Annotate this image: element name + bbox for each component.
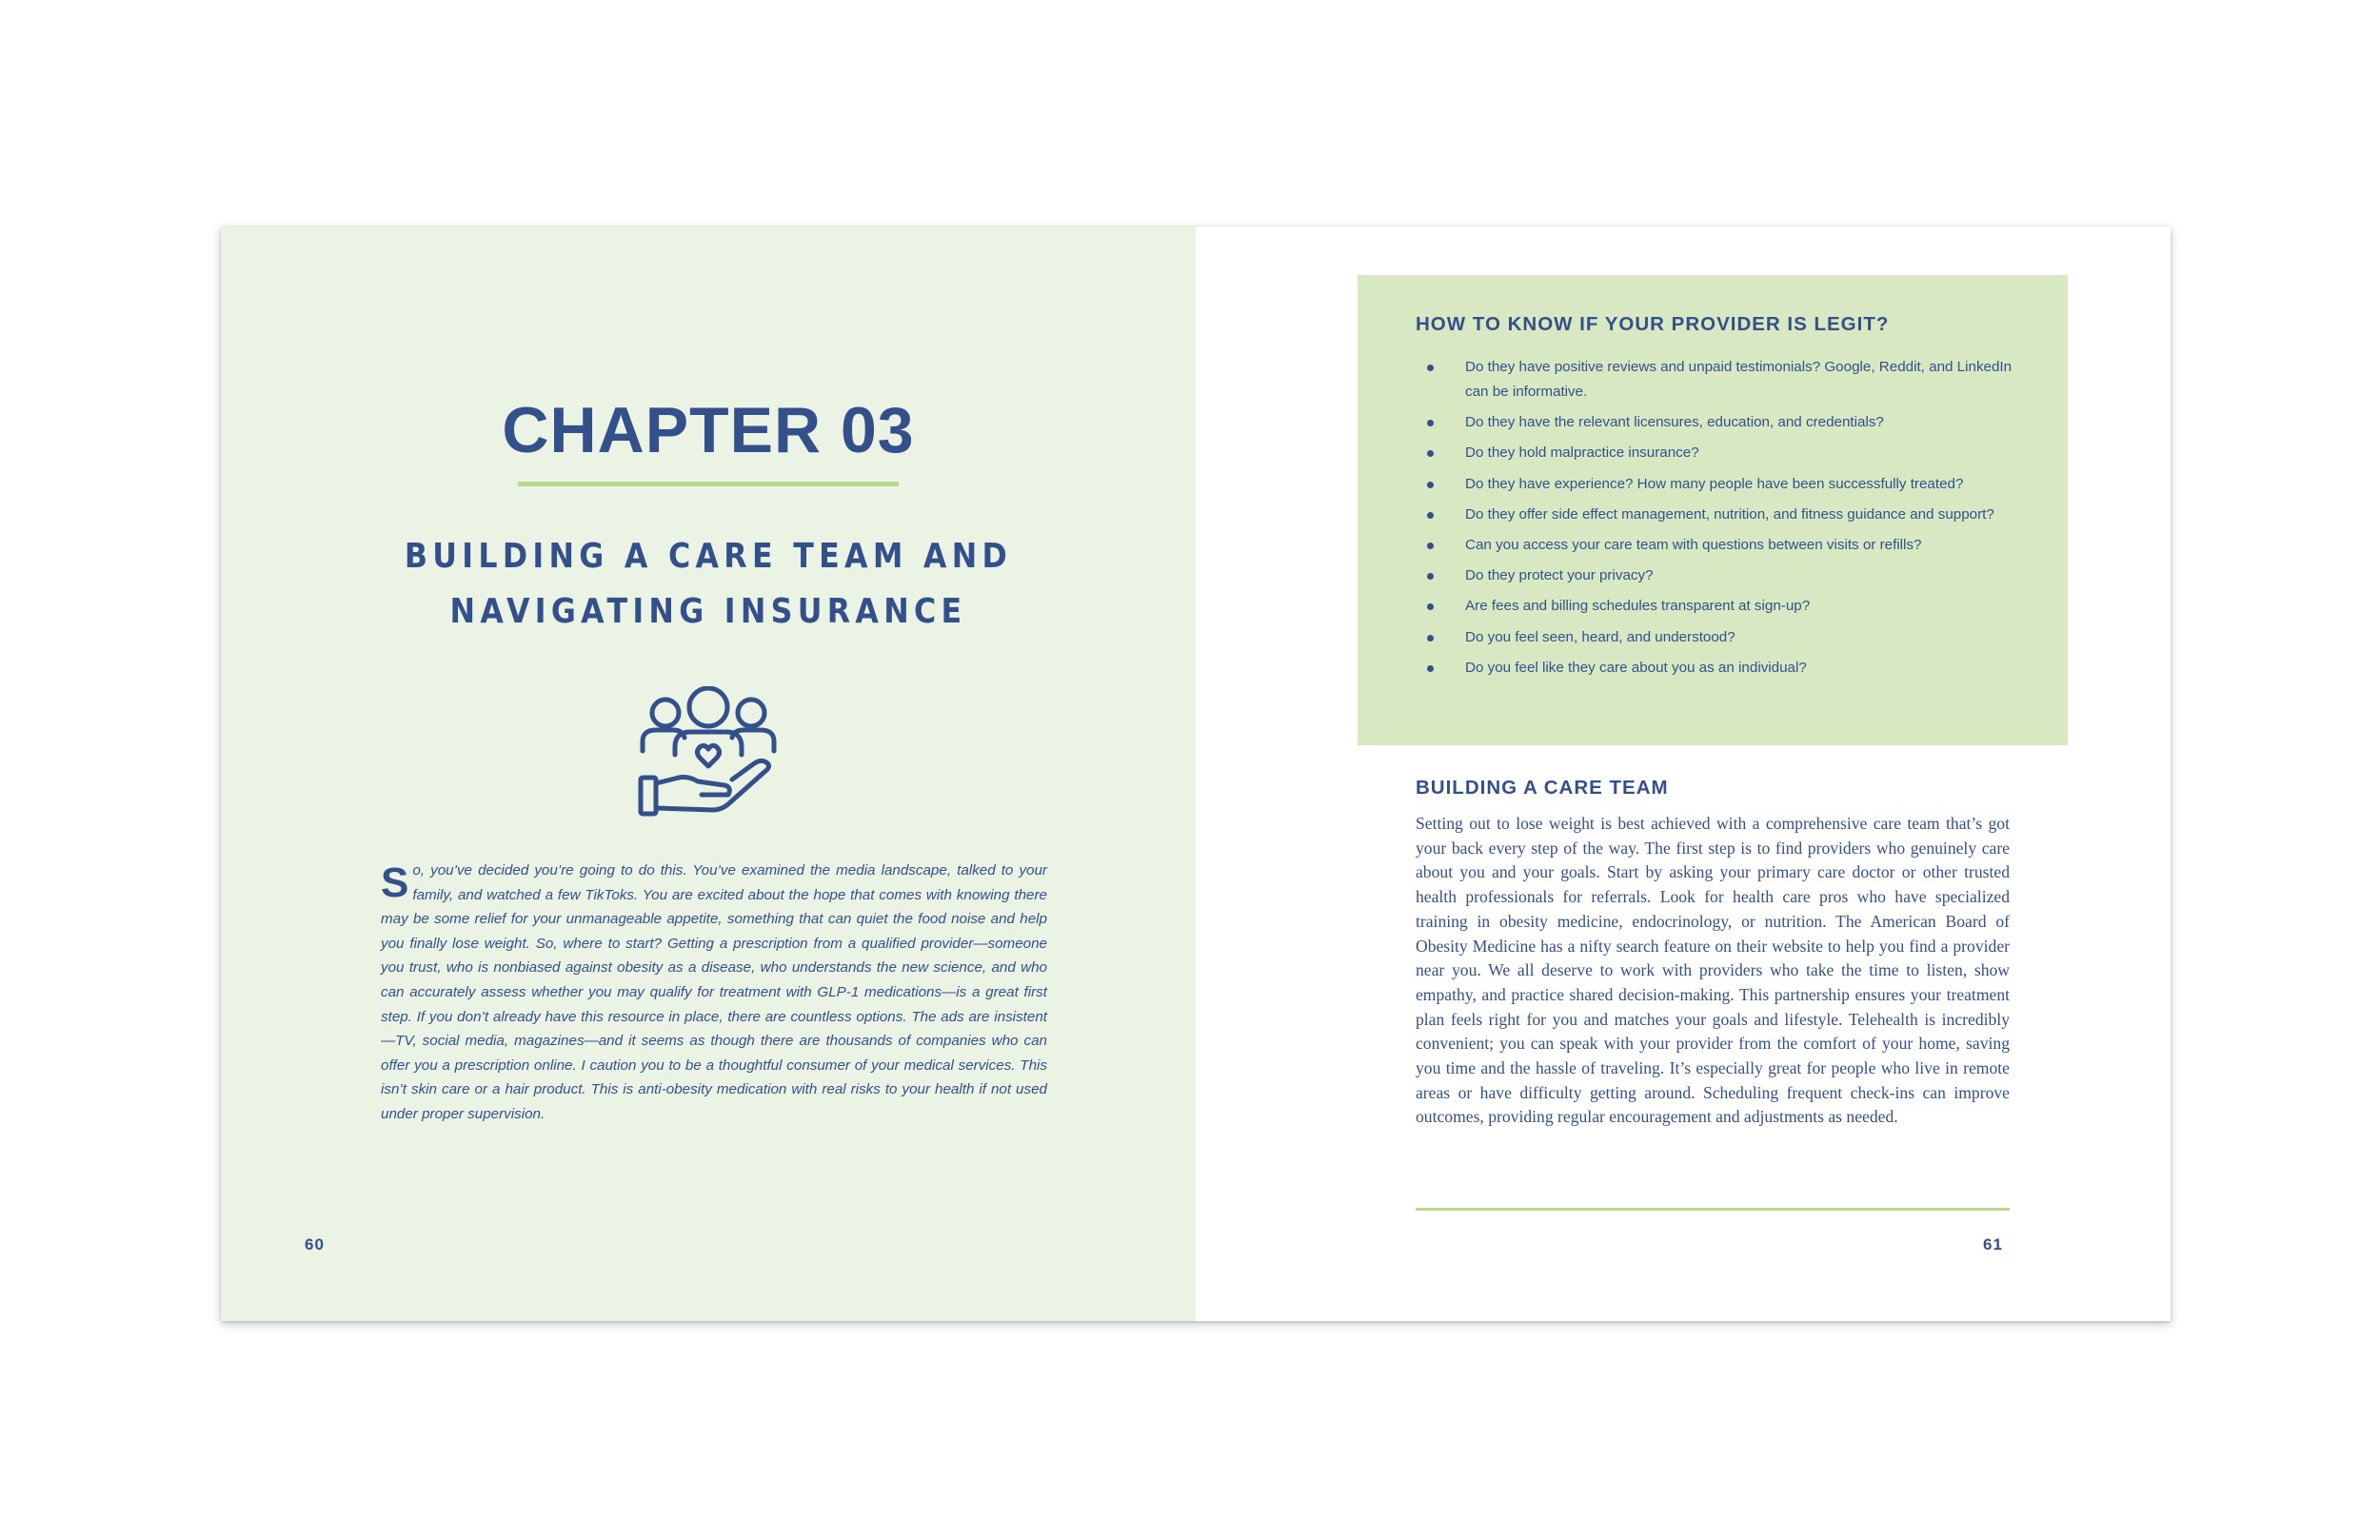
provider-checklist-callout [1358,275,2068,745]
chapter-title: CHAPTER 03 [502,394,915,466]
checklist-item-text: Do they offer side effect management, nutrition, and fitness guidance and support? [1465,505,1994,523]
bullet-icon [1427,420,1434,426]
chapter-intro-paragraph [381,859,1047,1127]
left-page [221,227,1196,1321]
page-number-left: 60 [305,1235,325,1254]
bullet-icon [1427,543,1434,549]
chapter-subtitle [279,529,1137,640]
checklist-item [1416,410,2025,435]
checklist-item [1416,533,2025,558]
bullet-icon [1427,450,1434,457]
checklist-item-text: Do they have the relevant licensures, education, and credentials? [1465,414,1884,431]
bullet-icon [1427,482,1434,488]
checklist-item-text: Do they have positive reviews and unpaid testimonials? Google, Reddit, and LinkedIn can be informative. [1465,359,2013,400]
checklist-item [1416,441,2025,465]
provider-checklist [1416,355,2025,686]
bullet-icon [1427,365,1434,371]
intro-text: o, you’ve decided you’re going to do this. You’ve examined the media landscape, talked to your family, and watched a few TikToks. You are excited about the hope that comes with knowing there may be some relief for your unmanageable appetite, something that can quiet the food noise and help you finally lose weight. So, where to start? Getting a prescription from a qualified provider—someone you trust, who is nonbiased against obesity as a disease, who understands the new science, and who can accurately assess whether you may qualify for treatment with GLP-1 medications—is a great first step. If you don’t already have this resource in place, there are countless options. The ads are insistent—TV, social media, magazines—and it seems as though there are thousands of companies who can offer you a prescription online. I caution you to be a thoughtful consumer of your medical services. This isn’t skin care or a hair product. This is anti-obesity medication with real risks to your health if not used under proper supervision. [381,862,1047,1122]
checklist-item-text: Do they protect your privacy? [1465,567,1654,584]
callout-heading: HOW TO KNOW IF YOUR PROVIDER IS LEGIT? [1416,313,1890,335]
book-spread [221,227,2171,1321]
care-team-hand-heart-icon [637,686,780,819]
checklist-item-text: Do they have experience? How many people have been successfully treated? [1465,475,1964,492]
right-page [1196,227,2171,1321]
footer-rule [1416,1208,2010,1211]
checklist-item-text: Can you access your care team with questions between visits or refills? [1465,536,1922,553]
chapter-subtitle-line-1: BUILDING A CARE TEAM AND [404,537,1013,576]
page-number-right: 61 [1983,1235,2003,1254]
checklist-item [1416,503,2025,527]
chapter-title-underline [518,482,899,486]
chapter-subtitle-line-2: NAVIGATING INSURANCE [449,592,967,631]
bullet-icon [1427,512,1434,519]
checklist-item-text: Are fees and billing schedules transparent at sign-up? [1465,598,1811,615]
checklist-item [1416,355,2025,405]
bullet-icon [1427,665,1434,672]
bullet-icon [1427,573,1434,580]
bullet-icon [1427,635,1434,642]
bullet-icon [1427,603,1434,610]
checklist-item [1416,472,2025,497]
checklist-item [1416,563,2025,588]
checklist-item-text: Do you feel like they care about you as an individual? [1465,659,1807,676]
checklist-item-text: Do you feel seen, heard, and understood? [1465,628,1735,645]
section-heading: BUILDING A CARE TEAM [1416,777,1669,799]
checklist-item [1416,625,2025,650]
checklist-item [1416,594,2025,619]
checklist-item [1416,656,2025,681]
intro-drop-cap: S [381,859,409,906]
checklist-item-text: Do they hold malpractice insurance? [1465,444,1699,462]
section-body-paragraph: Setting out to lose weight is best achieved with a comprehensive care team that’s got your back every step of the way. The first step is to find providers who genuinely care about you and your goals. Start by asking your primary care doctor or other trusted health professionals for referrals. Look for health care pros who have specialized training in obesity medicine, endocrinology, or nutrition. The American Board of Obesity Medicine has a nifty search feature on their website to help you find a provider near you. We all deserve to work with providers who take the time to listen, show empathy, and practice shared decision-making. This partnership ensures your treatment plan feels right for you and matches your goals and lifestyle. Telehealth is incredibly convenient; you can speak with your provider from the comfort of your home, saving you time and the hassle of traveling. It’s especially great for people who live in remote areas or have difficulty getting around. Scheduling frequent check-ins can improve outcomes, providing regular encouragement and adjustments as needed. [1416,814,2010,1127]
